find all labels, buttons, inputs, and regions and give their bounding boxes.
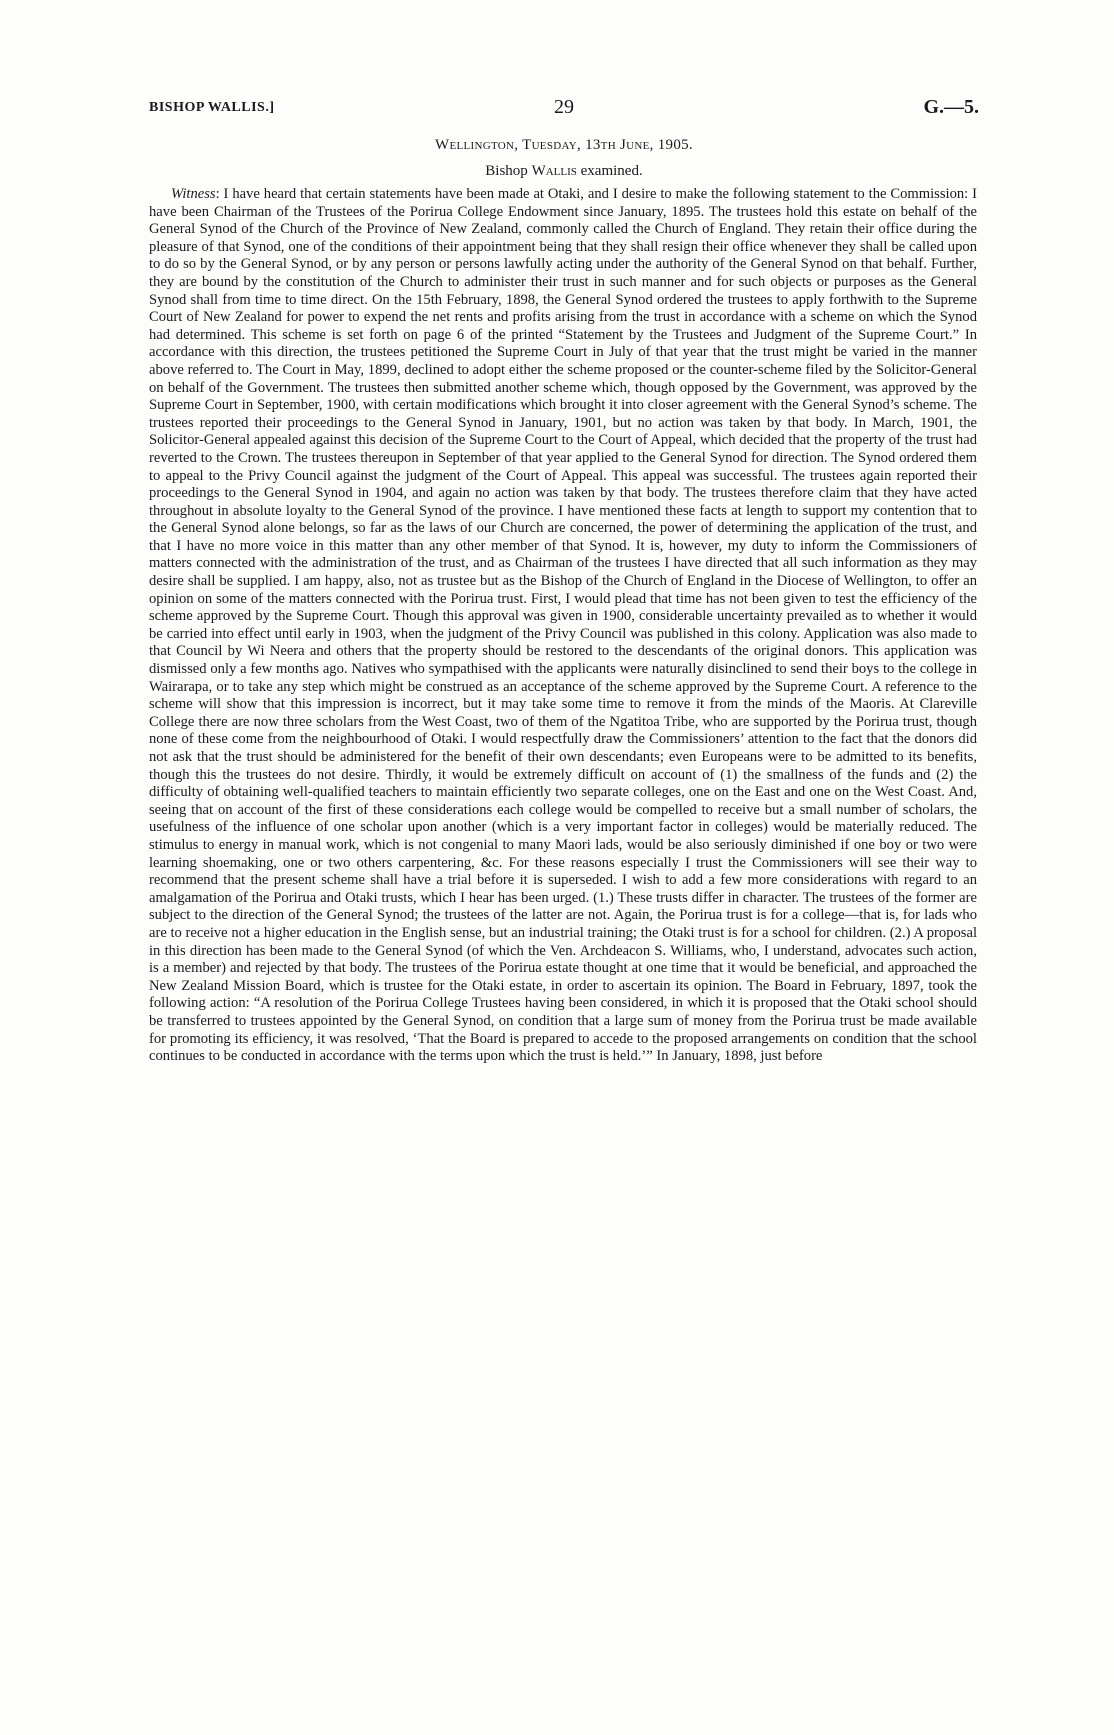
examination-label: examined. <box>580 163 643 179</box>
testimony-paragraph <box>149 186 977 1066</box>
examinee-surname: Wallis <box>531 163 577 179</box>
dateline: Wellington, Tuesday, 13th June, 1905. <box>435 137 693 153</box>
header-section-label: BISHOP WALLIS.] <box>149 100 275 115</box>
page-number: 29 <box>554 96 574 118</box>
speaker-label: Witness <box>171 186 216 202</box>
document-reference: G.—5. <box>923 96 979 118</box>
examination-heading <box>149 163 979 180</box>
examinee-title: Bishop <box>485 163 528 179</box>
running-header <box>149 96 979 126</box>
testimony-text: : I have heard that certain statements have been made at Otaki, and I desire to make the following statement to the Commission: I have been Chairman of the Trustees of the Porirua College Endowment since January, 1895. The trustees hold this estate on behalf of the General Synod of the Church of the Province of New Zealand, commonly called the Church of England. They retain their office during the pleasure of that Synod, one of the conditions of their appointment being that they shall resign their office whenever they shall be called upon to do so by the General Synod, or by any person or persons lawfully acting under the authority of the General Synod on that behalf. Further, they are bound by the constitution of the Church to administer their trust in such manner and for such objects or purposes as the General Synod shall from time to time direct. On the 15th February, 1898, the General Synod ordered the trustees to apply forthwith to the Supreme Court of New Zealand for power to expend the net rents and profits arising from the trust in accordance with a scheme on which the Synod had determined. This scheme is set forth on page 6 of the printed “Statement by the Trustees and Judgment of the Supreme Court.” In accordance with this direction, the trustees petitioned the Supreme Court in July of that year that the trust might be varied in the manner above referred to. The Court in May, 1899, declined to adopt either the scheme proposed or the counter-scheme filed by the Solicitor-General on behalf of the Government. The trustees then submitted another scheme which, though opposed by the Government, was approved by the Supreme Court in September, 1900, with certain modifications which brought it into closer agreement with the General Synod’s scheme. The trustees reported their proceedings to the General Synod in January, 1901, but no action was taken by that body. In March, 1901, the Solicitor-General appealed against this decision of the Supreme Court to the Court of Appeal, which decided that the property of the trust had reverted to the Crown. The trustees thereupon in September of that year applied to the General Synod for direction. The Synod ordered them to appeal to the Privy Council against the judgment of the Court of Appeal. This appeal was successful. The trustees again reported their proceedings to the General Synod in 1904, and again no action was taken by that body. The trustees therefore claim that they have acted throughout in absolute loyalty to the General Synod of the province. I have mentioned these facts at length to support my contention that to the General Synod alone belongs, so far as the laws of our Church are concerned, the power of determining the application of the trust, and that I have no more voice in this matter than any other member of that Synod. It is, however, my duty to inform the Commissioners of matters connected with the administration of the trust, and as Chairman of the trustees I have directed that all such information as they may desire shall be supplied. I am happy, also, not as trustee but as the Bishop of the Church of England in the Diocese of Wellington, to offer an opinion on some of the matters connected with the Porirua trust. First, I would plead that time has not been given to test the efficiency of the scheme approved by the Supreme Court. Though this approval was given in 1900, considerable uncertainty prevailed as to whether it would be carried into effect until early in 1903, when the judgment of the Privy Council was published in this colony. Application was also made to that Council by Wi Neera and others that the property should be restored to the descendants of the original donors. This application was dismissed only a few months ago. Natives who sympathised with the applicants were naturally disinclined to send their boys to the college in Wairarapa, or to take any step which might be construed as an acceptance of the scheme approved by the Supreme Court. A reference to the scheme will show that this impression is incorrect, but it may take some time to remove it from the minds of the Maoris. At Clareville College there are now three scholars from the West Coast, two of them of the Ngatitoa Tribe, who are supported by the Porirua trust, though none of these come from the neighbourhood of Otaki. I would respectfully draw the Commissioners’ attention to the fact that the donors did not ask that the trust should be administered for the benefit of their own descendants; even Europeans were to be admitted to its benefits, though this the trustees do not desire. Thirdly, it would be extremely difficult on account of (1) the smallness of the funds and (2) the difficulty of obtaining well-qualified teachers to maintain efficiently two separate colleges, one on the East and one on the West Coast. And, seeing that on account of the first of these considerations each college would be compelled to receive but a small number of scholars, the usefulness of the influence of one scholar upon another (which is a very important factor in colleges) would be materially reduced. The stimulus to energy in manual work, which is not congenial to many Maori lads, would be also seriously diminished if one boy or two were learning shoemaking, one or two others carpentering, &c. For these reasons especially I trust the Commissioners will see their way to recommend that the present scheme shall have a trial before it is superseded. I wish to add a few more considerations with regard to an amalgamation of the Porirua and Otaki trusts, which I hear has been urged. (1.) These trusts differ in character. The trustees of the former are subject to the direction of the General Synod; the trustees of the latter are not. Again, the Porirua trust is for a college—that is, for lads who are to receive not a higher education in the English sense, but an industrial training; the Otaki trust is for a school for children. (2.) A proposal in this direction has been made to the General Synod (of which the Ven. Archdeacon S. Williams, who, I understand, advocates such action, is a member) and rejected by that body. The trustees of the Porirua estate thought at one time that it would be beneficial, and approached the New Zealand Mission Board, which is trustee for the Otaki estate, in order to ascertain its opinion. The Board in February, 1897, took the following action: “A resolution of the Porirua College Trustees having been considered, in which it is proposed that the Otaki school should be transferred to trustees appointed by the General Synod, on condition that a large sum of money from the Porirua trust be made available for promoting its efficiency, it was resolved, ‘That the Board is prepared to accede to the proposed arrangements on condition that the school continues to be conducted in accordance with the terms upon which the trust is held.’” In January, 1898, just before <box>149 186 977 1065</box>
